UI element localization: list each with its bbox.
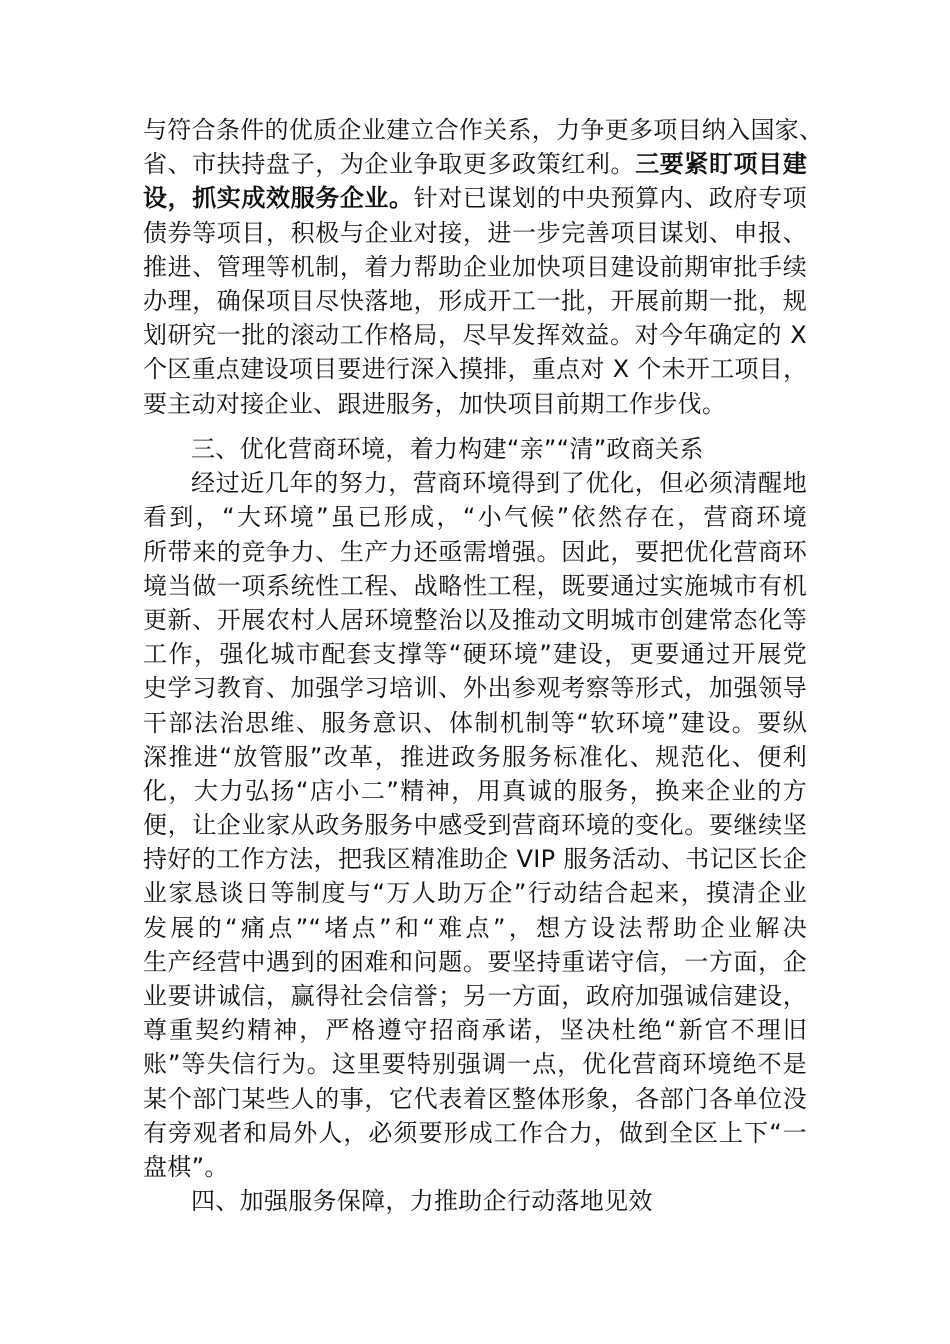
text-line: 尊重契约精神，严格遵守招商承诺，坚决杜绝“新官不理旧 [143,1016,807,1045]
text-line: 要主动对接企业、跟进服务，加快项目前期工作步伐。 [143,389,727,418]
text-line: 账”等失信行为。这里要特别强调一点，优化营商环境绝不是 [143,1050,807,1079]
section-three [143,432,807,1218]
text-line: 推进、管理等机制，着力帮助企业加快项目建设前期审批手续 [143,252,807,281]
text-line: 工作，强化城市配套支撑等“硬环境”建设，更要通过开展党 [143,640,807,669]
text-line: 业要讲诚信，赢得社会信誉；另一方面，政府加强诚信建设， [143,982,807,1010]
text-line: 与符合条件的优质企业建立合作关系，力争更多项目纳入国家、 [143,116,824,144]
text-line: 划研究一批的滚动工作格局，尽早发挥效益。对今年确定的 X [143,321,807,350]
text-line: 债券等项目，积极与企业对接，进一步完善项目谋划、申报、 [143,218,807,247]
text-line [143,181,807,215]
text-line [143,147,807,181]
text-line: 史学习教育、加强学习培训、外出参观考察等形式，加强领导 [143,674,807,703]
text-line: 办理，确保项目尽快落地，形成开工一批，开展前期一批，规 [143,286,807,315]
text-line: 所带来的竞争力、生产力还亟需增强。因此，要把优化营商环 [143,537,807,566]
text-line: 盘棋”。 [143,1152,229,1181]
paragraph-continued [143,113,824,421]
text-line: 某个部门某些人的事，它代表着区整体形象，各部门各单位没 [143,1084,807,1113]
text-line: 业家恳谈日等制度与“万人助万企”行动结合起来，摸清企业 [143,879,807,908]
text-line: 经过近几年的努力，营商环境得到了优化，但必须清醒地 [191,469,807,498]
text-segment: 省、市扶持盘子，为企业争取更多政策红利。 [143,150,636,179]
text-line: 干部法治思维、服务意识、体制机制等“软环境”建设。要纵 [143,708,807,737]
text-line: 看到，“大环境”虽已形成，“小气候”依然存在，营商环境 [143,503,807,532]
text-line: 生产经营中遇到的困难和问题。要坚持重诺守信，一方面，企 [143,947,807,976]
bold-emphasis: 设，抓实成效服务企业。 [143,184,414,213]
text-line: 个区重点建设项目要进行深入摸排，重点对 X 个未开工项目， [143,355,808,384]
section-heading-3: 三、优化营商环境，着力构建“亲”“清”政商关系 [191,435,704,463]
bold-emphasis: 三要紧盯项目建 [635,150,807,179]
text-line: 便，让企业家从政务服务中感受到营商环境的变化。要继续坚 [143,811,807,840]
text-line: 有旁观者和局外人，必须要形成工作合力，做到全区上下“一 [143,1118,807,1147]
text-line: 化，大力弘扬“店小二”精神，用真诚的服务，换来企业的方 [143,776,807,805]
section-heading-4: 四、加强服务保障，力推助企行动落地见效 [191,1187,653,1216]
text-line: 持好的工作方法，把我区精准助企 VIP 服务活动、书记区长企 [143,845,807,874]
text-line: 发展的“痛点”“堵点”和“难点”，想方设法帮助企业解决 [143,913,807,942]
text-line: 更新、开展农村人居环境整治以及推动文明城市创建常态化等 [143,605,807,634]
text-line: 深推进“放管服”改革，推进政务服务标准化、规范化、便利 [143,742,807,771]
text-line: 境当做一项系统性工程、战略性工程，既要通过实施城市有机 [143,571,807,600]
text-segment: 针对已谋划的中央预算内、政府专项 [413,184,807,213]
